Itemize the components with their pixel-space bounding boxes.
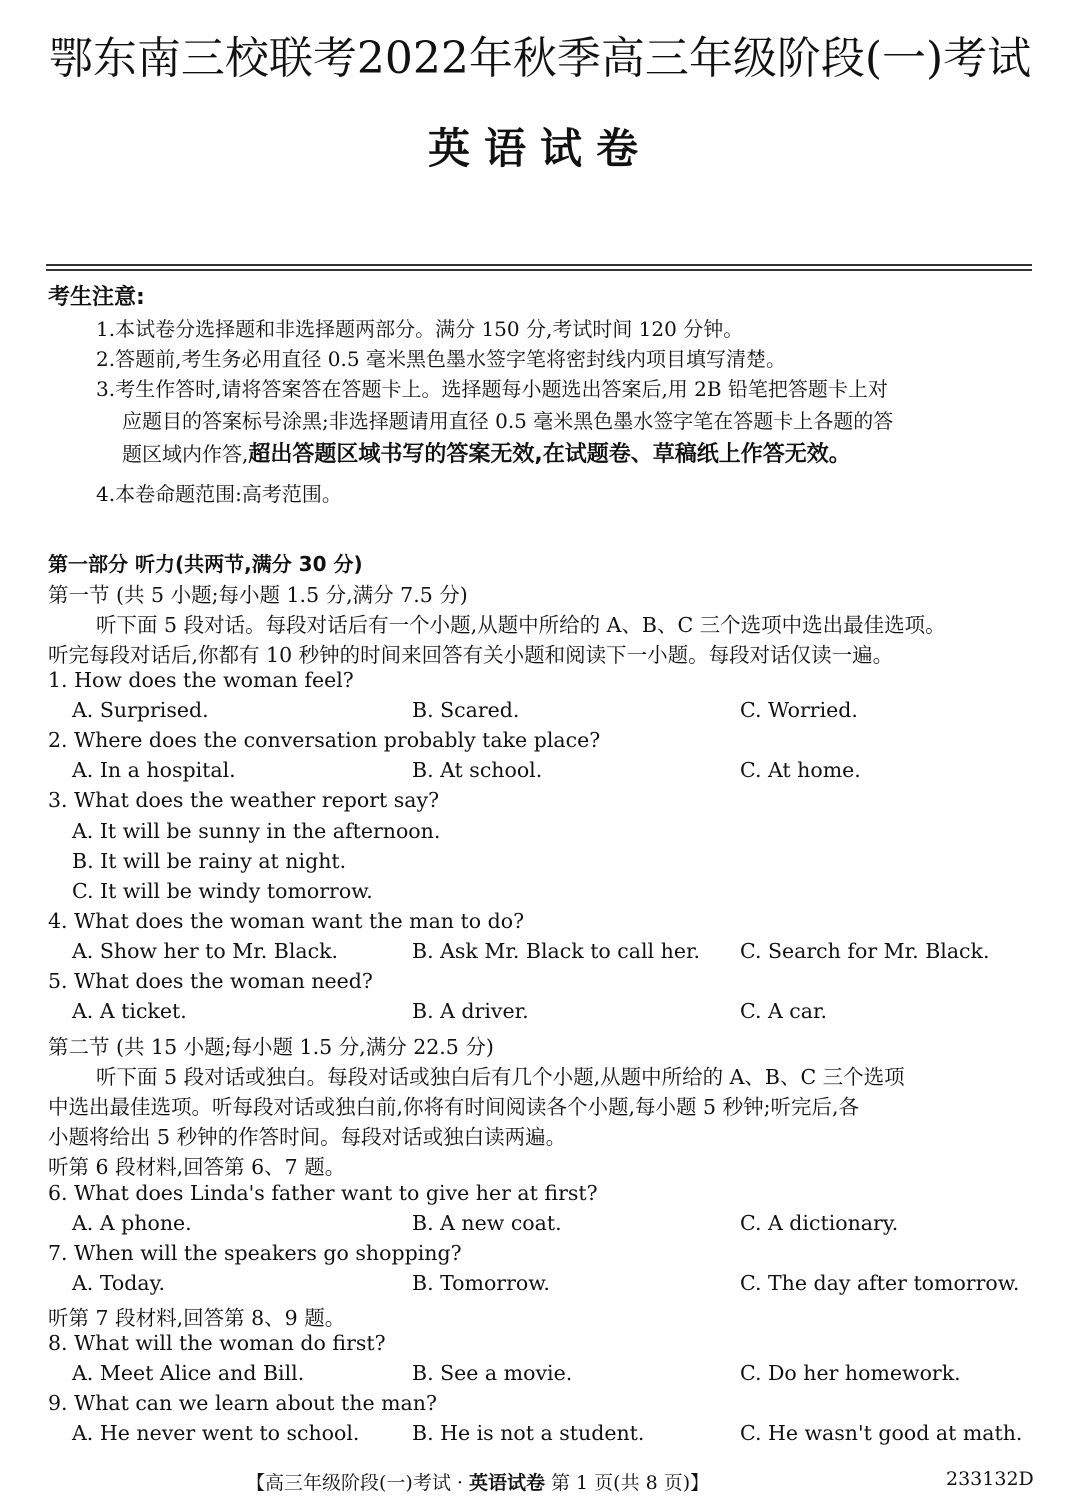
question-3: 3. What does the weather report say? [48,788,440,812]
exam-code: 233132D [946,1468,1034,1490]
q4-option-a: A. Show her to Mr. Black. [72,939,339,963]
q7-option-b: B. Tomorrow. [412,1271,550,1295]
page-footer [246,1468,709,1495]
question-9: 9. What can we learn about the man? [48,1391,437,1415]
q9-option-c: C. He wasn't good at math. [740,1421,1023,1445]
q4-option-c: C. Search for Mr. Black. [740,939,990,963]
q1-option-c: C. Worried. [740,698,858,722]
question-7: 7. When will the speakers go shopping? [48,1241,462,1265]
question-1: 1. How does the woman feel? [48,668,354,692]
notice-item-2: 2.答题前,考生务必用直径 0.5 毫米黑色墨水签字笔将密封线内项目填写清楚。 [96,347,786,371]
q5-option-a: A. A ticket. [72,999,187,1023]
section2-instruction-2: 中选出最佳选项。听每段对话或独白前,你将有时间阅读各个小题,每小题 5 秒钟;听完后,各 [48,1095,860,1119]
notice-item-3-end-text: 题区域内作答, [122,442,249,466]
section2-instruction-3: 小题将给出 5 秒钟的作答时间。每段对话或独白读两遍。 [48,1125,567,1149]
footer-prefix: 【高三年级阶段(一)考试 · [246,1472,469,1494]
seal-line-bottom [46,269,1032,271]
material-7-note: 听第 7 段材料,回答第 8、9 题。 [48,1306,346,1330]
section1-instruction-1: 听下面 5 段对话。每段对话后有一个小题,从题中所给的 A、B、C 三个选项中选出最佳选项。 [96,613,946,637]
notice-warning: 超出答题区域书写的答案无效,在试题卷、草稿纸上作答无效。 [248,442,851,467]
exam-subtitle: 英语试卷 [427,124,652,173]
q1-option-a: A. Surprised. [72,698,209,722]
question-8: 8. What will the woman do first? [48,1331,386,1355]
q5-option-b: B. A driver. [412,999,529,1023]
section2-instruction-1: 听下面 5 段对话或独白。每段对话或独白后有几个小题,从题中所给的 A、B、C 三个选项 [96,1065,905,1089]
section1-instruction-2: 听完每段对话后,你都有 10 秒钟的时间来回答有关小题和阅读下一小题。每段对话仅读一遍。 [48,643,894,667]
question-5: 5. What does the woman need? [48,969,373,993]
q2-option-a: A. In a hospital. [72,758,236,782]
section1-heading: 第一节 (共 5 小题;每小题 1.5 分,满分 7.5 分) [48,583,468,607]
notice-item-3-cont: 应题目的答案标号涂黑;非选择题请用直径 0.5 毫米黑色墨水签字笔在答题卡上各题的答 [122,409,894,433]
notice-heading: 考生注意: [48,285,145,310]
q6-option-a: A. A phone. [72,1211,192,1235]
q8-option-c: C. Do her homework. [740,1361,961,1385]
footer-subject: 英语试卷 [468,1472,545,1494]
question-6: 6. What does Linda's father want to give her at first? [48,1181,598,1205]
q3-option-b: B. It will be rainy at night. [72,849,347,873]
q5-option-c: C. A car. [740,999,828,1023]
q8-option-a: A. Meet Alice and Bill. [72,1361,305,1385]
footer-page-info: 第 1 页(共 8 页)】 [544,1472,710,1494]
notice-item-4: 4.本卷命题范围:高考范围。 [96,482,342,506]
notice-item-3-end [122,437,851,468]
q7-option-c: C. The day after tomorrow. [740,1271,1020,1295]
q7-option-a: A. Today. [72,1271,165,1295]
seal-line-top [46,264,1032,266]
notice-item-3: 3.考生作答时,请将答案答在答题卡上。选择题每小题选出答案后,用 2B 铅笔把答题卡上对 [96,377,888,401]
question-4: 4. What does the woman want the man to do? [48,909,525,933]
q9-option-b: B. He is not a student. [412,1421,645,1445]
q6-option-b: B. A new coat. [412,1211,562,1235]
q1-option-b: B. Scared. [412,698,520,722]
exam-title: 鄂东南三校联考2022年秋季高三年级阶段(一)考试 [48,33,1032,84]
q6-option-c: C. A dictionary. [740,1211,899,1235]
section2-heading: 第二节 (共 15 小题;每小题 1.5 分,满分 22.5 分) [48,1035,494,1059]
q8-option-b: B. See a movie. [412,1361,573,1385]
part1-heading: 第一部分 听力(共两节,满分 30 分) [48,552,363,576]
q3-option-c: C. It will be windy tomorrow. [72,879,373,903]
notice-item-1: 1.本试卷分选择题和非选择题两部分。满分 150 分,考试时间 120 分钟。 [96,317,744,341]
q3-option-a: A. It will be sunny in the afternoon. [72,819,441,843]
question-2: 2. Where does the conversation probably take place? [48,728,601,752]
material-6-note: 听第 6 段材料,回答第 6、7 题。 [48,1155,346,1179]
q2-option-b: B. At school. [412,758,543,782]
q4-option-b: B. Ask Mr. Black to call her. [412,939,701,963]
q9-option-a: A. He never went to school. [72,1421,360,1445]
q2-option-c: C. At home. [740,758,861,782]
